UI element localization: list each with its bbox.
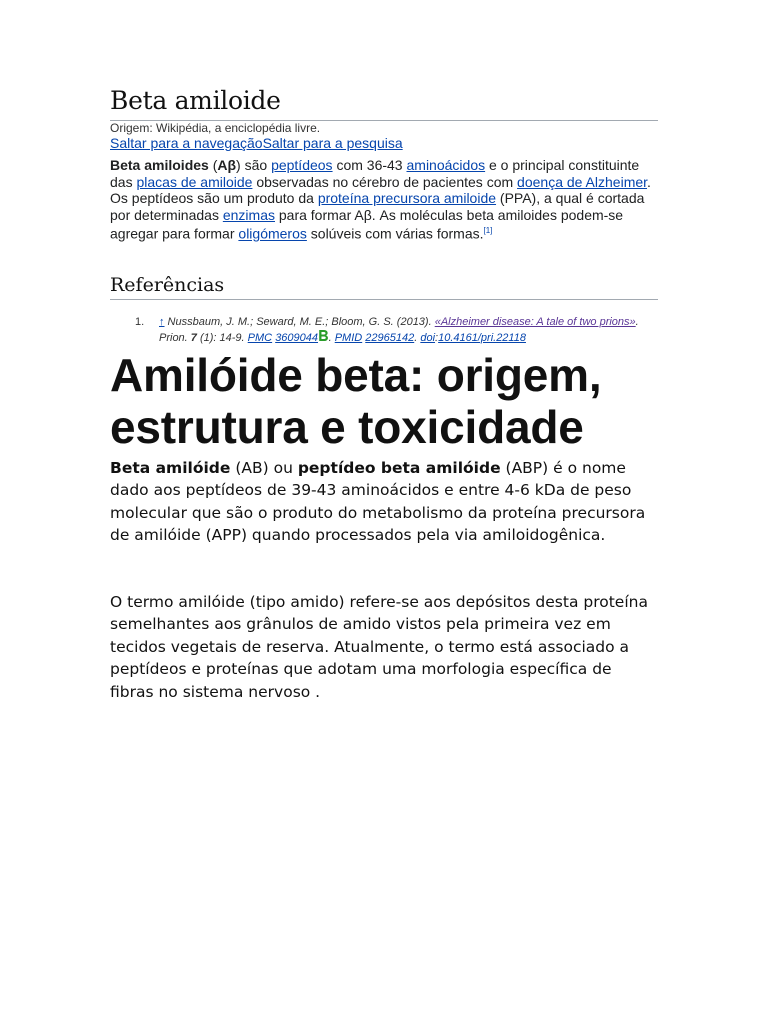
text: ( [208, 157, 218, 173]
ref-article-link[interactable]: «Alzheimer disease: A tale of two prions» [434, 316, 636, 328]
text: para formar Aβ. As moléculas beta amiloides podem-se agregar para formar [110, 206, 624, 243]
pmid-id-link[interactable]: 22965142 [365, 331, 415, 344]
text: (PPA), a qual é cortada por determinadas [110, 190, 645, 223]
doi-label-link[interactable]: doi [420, 331, 436, 344]
references-heading: Referências [110, 272, 658, 300]
wiki-origin-note: Origem: Wikipédia, a enciclopédia livre. [110, 121, 321, 135]
text: (ABP) é o nome dado aos peptídeos de 39-43 aminoácidos e entre 4-6 kDa de peso molecular que são o produto do metabolismo da proteína precursora de amilóide (APP) quando processados pela via amiloidogênica. [110, 459, 646, 545]
doi-id-link[interactable]: 10.4161/pri.22118 [438, 331, 526, 344]
link-aminoacidos[interactable]: aminoácidos [406, 157, 486, 173]
link-doenca-de-alzheimer[interactable]: doença de Alzheimer [517, 173, 648, 190]
text: solúveis com várias formas. [306, 226, 484, 243]
citation-superscript[interactable]: [1] [483, 226, 493, 236]
reference-number: 1. [135, 316, 145, 328]
link-placas-de-amiloide[interactable]: placas de amiloide [136, 173, 253, 190]
bold-term: peptídeo beta amilóide [297, 459, 501, 477]
text: ) são [236, 157, 272, 173]
jump-links [110, 135, 403, 151]
open-access-icon: 𝚩 [318, 327, 329, 345]
reference-body: ↑ Nussbaum, J. M.; Seward, M. E.; Bloom, G. S. (2013). «Alzheimer disease: A tale of two prions». Prion. 7 (1): 14-9. PMC 3609044𝚩. PMID 22965142. doi:10.4161/pri.22118 [159, 316, 639, 345]
pmid-label-link[interactable]: PMID [334, 331, 363, 344]
article-paragraph-2: O termo amilóide (tipo amido) refere-se aos depósitos desta proteína semelhantes aos grânulos de amido vistos pela primeira vez em tecidos vegetais de reserva. Atualmente, o termo está associado a peptídeos e proteínas que adotam uma morfologia específica de fibras no sistema nervoso . [110, 593, 648, 701]
text: e o principal constituinte das [110, 157, 640, 190]
article-title: Amilóide beta: origem, estrutura e toxicidade [110, 349, 602, 453]
link-peptideos[interactable]: peptídeos [271, 157, 333, 173]
link-proteina-precursora[interactable]: proteína precursora amiloide [317, 190, 497, 207]
wiki-page-title: Beta amiloide [110, 84, 658, 121]
text: com 36-43 [332, 157, 407, 173]
text: (AB) ou [230, 459, 298, 477]
link-oligomeros[interactable]: oligómeros [238, 226, 307, 243]
jump-to-search-link[interactable]: Saltar para a pesquisa [262, 135, 403, 151]
ref-journal: . Prion. [159, 316, 639, 344]
link-enzimas[interactable]: enzimas [222, 206, 275, 223]
ref-volume: 7 [190, 331, 197, 344]
text: . Os peptídeos são um produto da [110, 173, 651, 207]
bold-term: Aβ [217, 157, 237, 173]
article-paragraph-1 [110, 457, 660, 547]
bold-term: Beta amiloides [110, 157, 209, 173]
jump-to-navigation-link[interactable]: Saltar para a navegação [110, 135, 263, 151]
text: observadas no cérebro de pacientes com [252, 173, 518, 190]
pmc-label-link[interactable]: PMC [247, 331, 273, 344]
wiki-intro-paragraph [110, 157, 658, 243]
back-to-text-link[interactable]: ↑ [159, 316, 165, 328]
ref-pages: (1): 14-9. [196, 331, 248, 344]
bold-term: Beta amilóide [110, 459, 231, 477]
ref-authors: Nussbaum, J. M.; Seward, M. E.; Bloom, G. S. (2013). [164, 316, 435, 328]
pmc-id-link[interactable]: 3609044 [275, 331, 319, 344]
